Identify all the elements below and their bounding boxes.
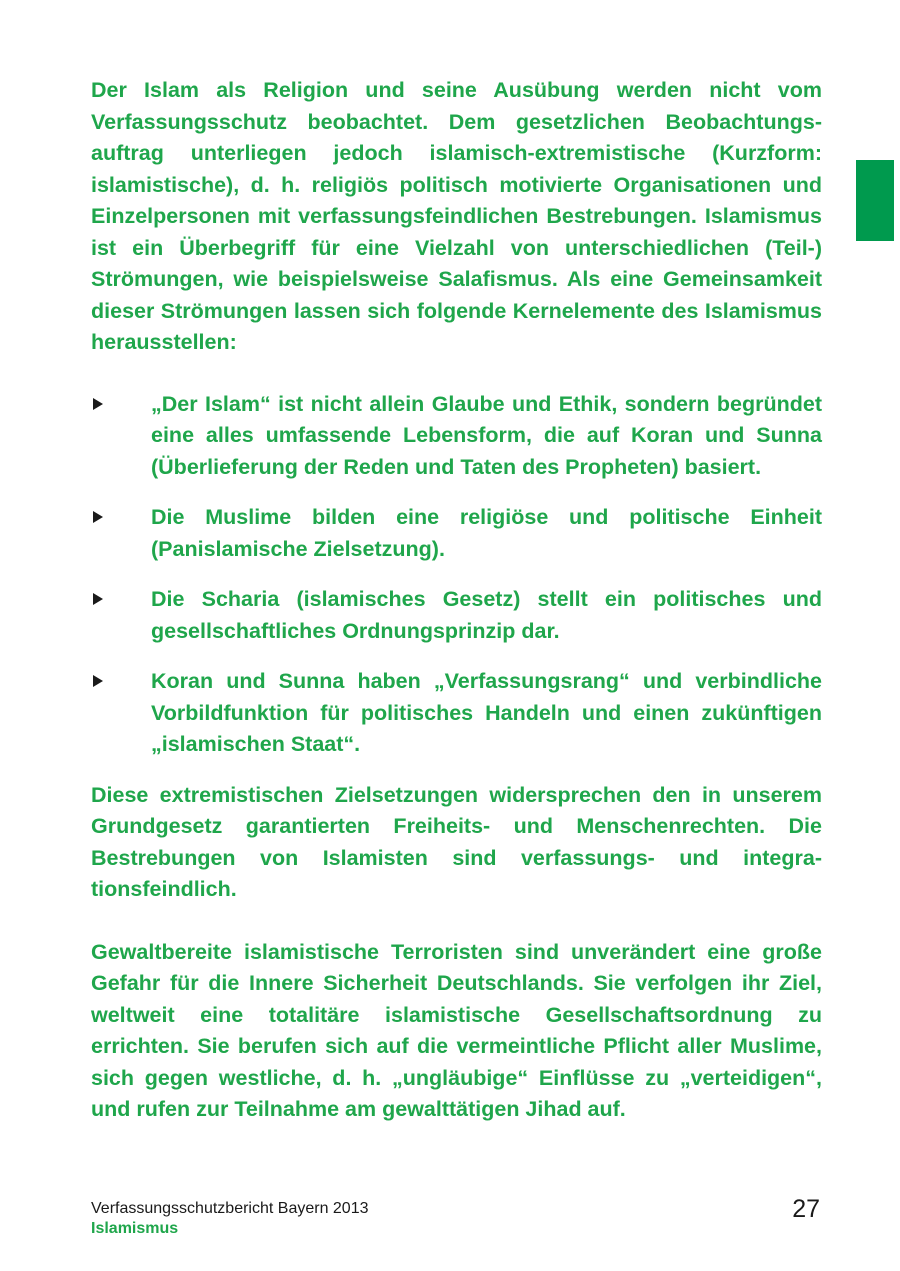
- page-footer: [91, 1195, 822, 1239]
- list-item-text: Die Muslime bilden eine religiöse und politische Einheit (Panislamische Zielsetzung).: [151, 505, 822, 561]
- section-name: Islamismus: [91, 1220, 179, 1237]
- page-number: 27: [792, 1195, 820, 1223]
- list-item: [91, 584, 822, 647]
- conclusion-paragraph: Diese extremistischen Zielsetzungen widersprechen den in unserem Grundgesetz garantierten Freiheits- und Menschenrechten. Die Bestrebungen von Islamisten sind verfassungs- und integrationsfeindlich.: [91, 782, 822, 901]
- main-content: [91, 75, 822, 1126]
- list-item: [91, 666, 822, 761]
- triangle-right-icon: [93, 398, 103, 410]
- list-item: [91, 502, 822, 565]
- triangle-right-icon: [93, 593, 103, 605]
- terrorism-paragraph: Gewaltbereite islamistische Terroristen sind unverändert eine große Gefahr für die Innere Sicherheit Deutschlands. Sie verfolgen ihr Ziel, weltweit eine totalitäre islamistische Gesellschaftsordnung zu errichten. Sie berufen sich auf die vermeintliche Pflicht aller Muslime, sich gegen westliche, d. h. „ungläubige“ Einflüsse zu „verteidigen“, und rufen zur Teilnahme am gewalttätigen Jihad auf.: [91, 939, 822, 1121]
- list-item-text: Koran und Sunna haben „Verfassungsrang“ und verbindliche Vorbildfunktion für politisches Handeln und einen zukünftigen „islamischen Staat“.: [151, 669, 822, 756]
- list-item-text: Die Scharia (islamisches Gesetz) stellt ein politisches und gesellschaftliches Ordnungsprinzip dar.: [151, 587, 822, 643]
- chapter-tab-marker: [856, 160, 894, 241]
- list-item: [91, 389, 822, 484]
- triangle-right-icon: [93, 511, 103, 523]
- triangle-right-icon: [93, 675, 103, 687]
- publication-title: Verfassungsschutzbericht Bayern 2013: [91, 1200, 369, 1217]
- core-elements-list: [91, 389, 822, 761]
- intro-paragraph: Der Islam als Religion und seine Ausübung werden nicht vom Verfassungsschutz beobachtet. Dem gesetzlichen Beobachtungsauftrag unterliegen jedoch islamisch-extremistische (Kurzform: islamistische), d. h. religiös politisch motivierte Organisationen und Einzelpersonen mit verfassungsfeindlichen Bestrebungen. Islamismus ist ein Überbegriff für eine Vielzahl von unterschiedlichen (Teil-) Strömungen, wie beispielsweise Salafismus. Als eine Gemeinsamkeit dieser Strömungen lassen sich folgende Kernelemente des Islamismus herausstellen:: [91, 78, 822, 354]
- list-item-text: „Der Islam“ ist nicht allein Glaube und Ethik, sondern begründet eine alles umfassende Lebensform, die auf Koran und Sunna (Überlieferung der Reden und Taten des Propheten) basiert.: [151, 391, 822, 479]
